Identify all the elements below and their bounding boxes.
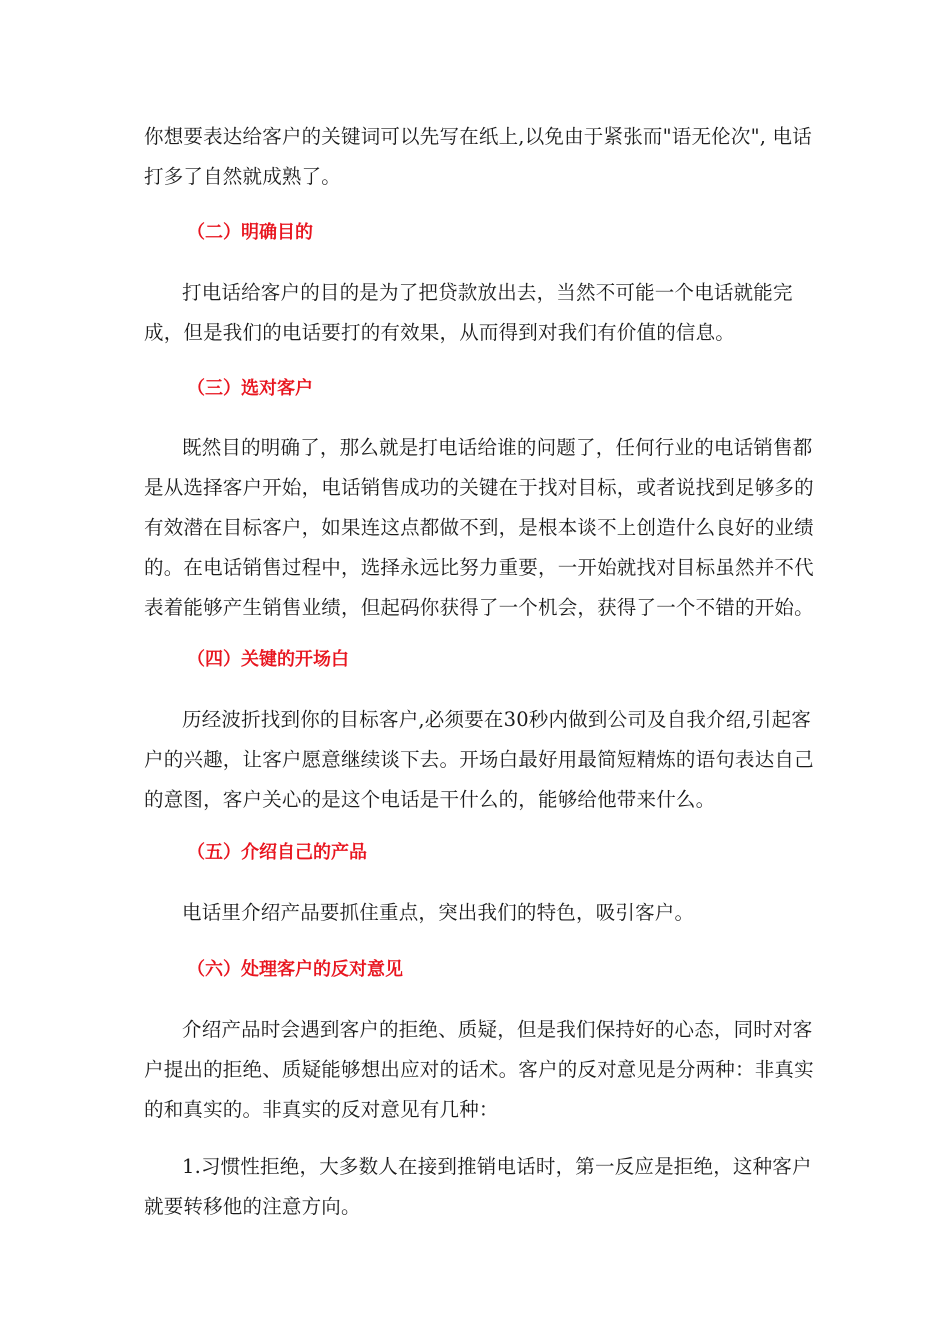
list-item-habitual-rejection: 1.习惯性拒绝，大多数人在接到推销电话时，第一反应是拒绝，这种客户就要转移他的注意方向。: [144, 1155, 812, 1218]
heading-introduce-product: （五）介绍自己的产品: [187, 842, 367, 863]
heading-choose-customer: （三）选对客户: [187, 378, 313, 399]
paragraph-handle-objections: 介绍产品时会遇到客户的拒绝、质疑，但是我们保持好的心态，同时对客户提出的拒绝、质疑能够想出应对的话术。客户的反对意见是分两种：非真实的和真实的。非真实的反对意见有几种：: [144, 1018, 814, 1121]
paragraph-purpose: 打电话给客户的目的是为了把贷款放出去，当然不可能一个电话就能完成，但是我们的电话要打的有效果，从而得到对我们有价值的信息。: [144, 281, 793, 344]
paragraph-introduce-product: 电话里介绍产品要抓住重点，突出我们的特色，吸引客户。: [182, 901, 695, 924]
heading-handle-objections: （六）处理客户的反对意见: [187, 959, 403, 980]
paragraph-opening-remarks: 历经波折找到你的目标客户,必须要在30秒内做到公司及自我介绍,引起客户的兴趣，让客户愿意继续谈下去。开场白最好用最简短精炼的语句表达自己的意图，客户关心的是这个电话是干什么的，能够给他带来什么。: [144, 708, 814, 811]
paragraph-keywords-tip: 你想要表达给客户的关键词可以先写在纸上,以免由于紧张而"语无伦次", 电话打多了自然就成熟了。: [144, 125, 812, 188]
heading-clear-purpose: （二）明确目的: [187, 222, 313, 243]
heading-opening-remarks: （四）关键的开场白: [187, 649, 349, 670]
paragraph-choose-customer: 既然目的明确了，那么就是打电话给谁的问题了，任何行业的电话销售都是从选择客户开始，电话销售成功的关键在于找对目标，或者说找到足够多的有效潜在目标客户，如果连这点都做不到，是根本谈不上创造什么良好的业绩的。在电话销售过程中，选择永远比努力重要，一开始就找对目标虽然并不代表着能够产生销售业绩，但起码你获得了一个机会，获得了一个不错的开始。: [144, 436, 814, 619]
